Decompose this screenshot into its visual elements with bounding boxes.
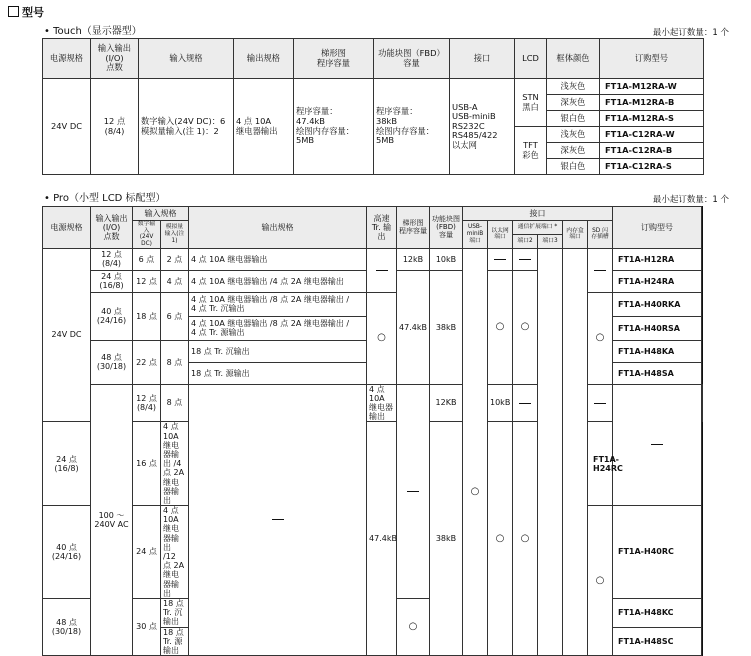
pro-moq: 最小起订数量：1 个	[652, 195, 729, 205]
model-cell: FT1A-H12RA	[613, 248, 702, 270]
output-cell: 4 点 10A 继电器输出 /4 点 2A 继电器输出	[189, 270, 367, 292]
io-cell: 12 点 (8/4)	[91, 248, 133, 270]
lcd-stn-cell: STN 黑白	[515, 79, 547, 127]
sd-cell: ○	[588, 506, 613, 656]
color-cell: 深灰色	[547, 95, 600, 111]
output-cell: 18 点 Tr. 沉输出	[189, 340, 367, 362]
th-interface: 接口	[450, 39, 515, 79]
analog-cell: 2 点	[161, 248, 189, 270]
fbd-cell: 10kB	[430, 248, 463, 270]
color-cell: 银白色	[547, 111, 600, 127]
th-fbd: 功能块图（FBD） 容量	[374, 39, 450, 79]
sd-cell	[613, 384, 702, 505]
model-cell: FT1A-M12RA-W	[600, 79, 704, 95]
color-cell: 浅灰色	[547, 79, 600, 95]
model-cell: FT1A-H48KC	[613, 598, 702, 627]
io-cell: 24 点 (16/8)	[91, 270, 133, 292]
digital-cell: 6 点	[133, 248, 161, 270]
port2-cell: ○	[513, 422, 538, 656]
model-cell: FT1A-H24RA	[613, 270, 702, 292]
hs-cell: ○	[367, 292, 397, 384]
dash-mark	[407, 491, 419, 492]
analog-cell: 6 点	[161, 292, 189, 340]
th-model: 订购型号	[613, 207, 702, 249]
output-cell: 4 点 10A 继电器输出 /12 点 2A 继电器输出	[161, 506, 189, 599]
model-cell: FT1A-H40RC	[613, 506, 702, 599]
output-cell: 4 点 10A 继电器输出	[234, 79, 294, 175]
pro-model-table	[42, 206, 703, 656]
digital-cell: 24 点	[133, 506, 161, 599]
io-cell: 48 点 (30/18)	[43, 598, 91, 655]
dash-mark	[594, 403, 606, 404]
th-fbd: 功能块图 (FBD) 容量	[430, 207, 463, 249]
dash-mark	[519, 403, 531, 404]
hs-cell	[397, 384, 430, 598]
port2-cell: ○	[513, 270, 538, 384]
output-cell: 18 点 Tr. 源输出	[161, 627, 189, 656]
model-cell: FT1A-H40RSA	[613, 316, 702, 340]
output-cell: 4 点 10A 继电器输出 /8 点 2A 继电器输出 / 4 点 Tr. 源输出	[189, 316, 367, 340]
color-cell: 深灰色	[547, 143, 600, 159]
output-cell: 18 点 Tr. 源输出	[189, 362, 367, 384]
digital-cell: 22 点	[133, 340, 161, 384]
th-analog: 模拟量 输入(注1)	[161, 221, 189, 249]
th-power: 电源规格	[43, 207, 91, 249]
checkbox-square-icon	[8, 6, 19, 17]
table-row	[43, 248, 703, 270]
model-cell: FT1A-C12RA-S	[600, 159, 704, 175]
output-cell: 18 点 Tr. 沉输出	[161, 598, 189, 627]
th-io: 输入输出 (I/O) 点数	[91, 39, 139, 79]
th-eth: 以太网 端口	[488, 221, 513, 249]
model-cell: FT1A-M12RA-S	[600, 111, 704, 127]
fbd-cell: 10kB	[488, 384, 513, 422]
sd-cell	[588, 248, 613, 292]
table-row	[43, 292, 703, 316]
th-iface: 接口	[463, 207, 613, 221]
th-digital: 数字输入 (24V DC)	[133, 221, 161, 249]
port2-cell	[513, 248, 538, 270]
pro-section-title: • Pro（小型 LCD 标配型）	[44, 193, 166, 204]
mem-cell	[563, 248, 588, 655]
digital-cell: 18 点	[133, 292, 161, 340]
port3-cell	[538, 248, 563, 655]
io-cell: 40 点 (24/16)	[91, 292, 133, 340]
th-input: 输入规格	[139, 39, 234, 79]
dash-mark	[594, 270, 606, 271]
pro-header-row-1	[43, 207, 703, 221]
io-cell: 12 点 (8/4)	[133, 384, 161, 422]
input-cell: 数字输入(24V DC)：6 模拟量输入(注 1)：2	[139, 79, 234, 175]
port2-cell	[588, 384, 613, 422]
th-ladder: 梯形图 程序容量	[294, 39, 374, 79]
power-cell: 24V DC	[43, 79, 91, 175]
dash-mark	[651, 444, 663, 445]
dash-mark	[376, 270, 388, 271]
sd-cell: ○	[588, 292, 613, 384]
th-io: 输入输出 (I/O) 点数	[91, 207, 133, 249]
io-cell: 48 点 (30/18)	[91, 340, 133, 384]
th-lcd: LCD	[515, 39, 547, 79]
eth-cell	[513, 384, 538, 422]
table-row	[43, 384, 703, 422]
table-row	[43, 79, 704, 95]
th-hs: 高速 Tr. 输 出	[367, 207, 397, 249]
page-heading: 型号	[8, 4, 44, 20]
model-cell: FT1A-C12RA-B	[600, 143, 704, 159]
ladder-cell: 12KB	[430, 384, 463, 422]
io-cell: 12 点 (8/4)	[91, 79, 139, 175]
th-port3: 端口3	[538, 234, 563, 248]
th-power: 电源规格	[43, 39, 91, 79]
model-cell: FT1A-H48KA	[613, 340, 702, 362]
output-cell: 4 点 10A 继电器输出	[189, 248, 367, 270]
touch-moq: 最小起订数量：1 个	[652, 28, 729, 38]
table-row	[43, 422, 703, 506]
hs-cell	[367, 248, 397, 292]
model-cell: FT1A-M12RA-B	[600, 95, 704, 111]
digital-cell: 16 点	[133, 422, 161, 506]
fbd-cell: 38kB	[430, 270, 463, 384]
power-ac-cell: 100 ～ 240V AC	[91, 384, 133, 655]
analog-cell: 8 点	[161, 340, 189, 384]
touch-model-table	[42, 38, 704, 175]
io-cell: 40 点 (24/16)	[43, 506, 91, 599]
color-cell: 银白色	[547, 159, 600, 175]
digital-cell: 30 点	[133, 598, 161, 655]
touch-section-title: • Touch（显示器型）	[44, 26, 142, 37]
th-comm: 通信扩展端口 *	[513, 221, 563, 235]
dash-mark	[272, 519, 284, 520]
touch-header-row	[43, 39, 704, 79]
output-cell: 4 点 10A 继电器输出 /4 点 2A 继电器输出	[161, 422, 189, 506]
output-cell: 4 点 10A 继电器输出 /8 点 2A 继电器输出 / 4 点 Tr. 沉输出	[189, 292, 367, 316]
model-cell: FT1A-C12RA-W	[600, 127, 704, 143]
th-sd: SD 闪 存插槽	[588, 221, 613, 249]
usb-cell: ○	[463, 248, 488, 655]
model-cell	[702, 384, 703, 422]
model-cell: FT1A-H40RKA	[613, 292, 702, 316]
model-cell: FT1A-H48SC	[613, 627, 702, 656]
color-cell: 浅灰色	[547, 127, 600, 143]
model-cell: FT1A-H48SA	[613, 362, 702, 384]
interface-cell: USB-A USB-miniB RS232C RS485/422 以太网	[450, 79, 515, 175]
fbd-cell: 程序容量： 38kB 绘图内存容量： 5MB	[374, 79, 450, 175]
th-ladder: 梯形图 程序容量	[397, 207, 430, 249]
output-cell: 4 点 10A 继电器输出	[367, 384, 397, 422]
digital-cell: 12 点	[133, 270, 161, 292]
eth-cell: ○	[488, 422, 513, 656]
fbd-cell: 38kB	[430, 422, 463, 656]
ladder-cell: 47.4kB	[367, 422, 397, 656]
eth-cell: ○	[488, 270, 513, 384]
eth-cell	[488, 248, 513, 270]
th-input: 输入规格	[133, 207, 189, 221]
analog-cell	[189, 384, 367, 655]
digital-cell: 8 点	[161, 384, 189, 422]
th-output: 输出规格	[234, 39, 294, 79]
analog-cell: 4 点	[161, 270, 189, 292]
io-cell: 24 点 (16/8)	[43, 422, 91, 506]
th-model: 订购型号	[600, 39, 704, 79]
power-dc-cell: 24V DC	[43, 248, 91, 422]
model-cell: FT1A-H24RC	[588, 422, 613, 506]
th-port2: 端口2	[513, 234, 538, 248]
hs-cell: ○	[397, 598, 430, 655]
th-output: 输出规格	[189, 207, 367, 249]
ladder-cell: 程序容量： 47.4kB 绘图内存容量： 5MB	[294, 79, 374, 175]
lcd-tft-cell: TFT 彩色	[515, 127, 547, 175]
th-color: 框体颜色	[547, 39, 600, 79]
ladder-cell: 47.4kB	[397, 270, 430, 384]
dash-mark	[494, 259, 506, 260]
ladder-cell: 12kB	[397, 248, 430, 270]
th-usb: USB-miniB 端口	[463, 221, 488, 249]
th-mem: 内存盒 端口	[563, 221, 588, 249]
dash-mark	[519, 259, 531, 260]
